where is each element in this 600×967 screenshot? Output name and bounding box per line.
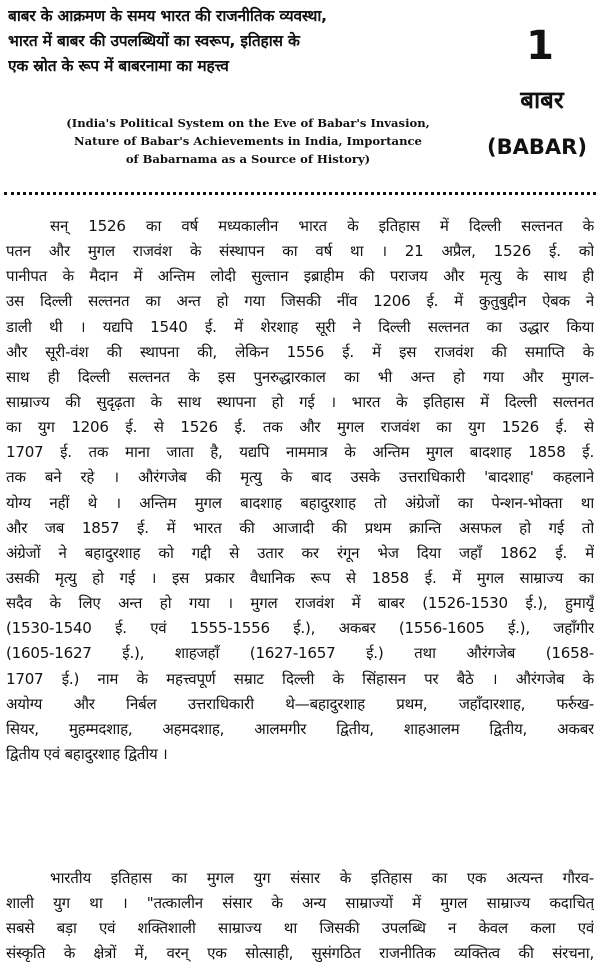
chapter-title-hindi: बाबर [520,86,564,114]
heading-hindi-line: बाबर के आक्रमण के समय भारत की राजनीतिक व्यवस्था, [8,7,327,25]
text-line: सियर, मुहम्मदशाह, अहमदशाह, आलमगीर द्वितीय, शाहआलम द्वितीय, अकबर [6,719,594,738]
paragraph-1 [6,214,594,767]
text-line: साम्राज्य की सुदृढ़ता के साथ स्थापना हो गई । भारत के इतिहास में दिल्ली सल्तनत [6,392,594,411]
text-line: अयोग्य और निर्बल उत्तराधिकारी थे—बहादुरशाह प्रथम, जहाँदारशाह, फर्रुख- [6,694,594,713]
text-line: उसकी मृत्यु हो गई । इस प्रकार वैधानिक रूप से 1858 ई. में मुगल साम्राज्य का [6,568,594,587]
text-line: और जब 1857 ई. में भारत की आजादी की प्रथम क्रान्ति असफल हो गई तो [6,518,594,537]
text-line: और सूरी-वंश की स्थापना की, लेकिन 1556 ई. में इस राजवंश की समाप्ति के [6,342,594,361]
text-line: योग्य नहीं थे । अन्तिम मुगल बादशाह बहादुरशाह तो अंग्रेजों का पेन्शन-भोक्ता था [6,493,594,512]
text-line: साथ ही दिल्ली सल्तनत के इस पुनरुद्धारकाल का भी अन्त हो गया और मुगल- [6,367,594,386]
text-line: सदैव के लिए अन्त हो गया । मुगल राजवंश में बाबर (1526-1530 ई.), हुमायूँ [6,594,594,613]
chapter-number: 1 [526,23,554,69]
heading-english-line: of Babarnama as a Source of History) [125,152,371,166]
text-line: का युग 1206 ई. से 1526 ई. तक और मुगल राजवंश का युग 1526 ई. से [6,418,594,437]
text-line: अंग्रेजों ने बहादुरशाह को गद्दी से उतार कर रंगून भेज दिया जहाँ 1862 ई. में [6,543,594,562]
text-line: द्वितीय एवं बहादुरशाह द्वितीय । [6,744,168,763]
chapter-heading-hindi [8,4,486,79]
heading-hindi-line: एक स्रोत के रूप में बाबरनामा का महत्त्व [8,57,229,75]
heading-english-line: Nature of Babar's Achievements in India, Importance [74,134,422,148]
text-line: 1707 ई. तक माना जाता है, यद्यपि नाममात्र के अन्तिम मुगल बादशाह 1858 ई. [6,443,594,462]
chapter-title-english: (BABAR) [487,135,587,159]
text-line: सबसे बड़ा एवं शक्तिशाली साम्राज्य था जिसकी उपलब्धि न केवल कला एवं [6,919,594,938]
chapter-heading-english [12,114,484,168]
paragraph-2 [6,866,594,967]
text-line: पानीपत के मैदान में अन्तिम लोदी सुल्तान इब्राहीम की पराजय और मृत्यु के साथ ही [6,267,594,286]
heading-english-line: (India's Political System on the Eve of Babar's Invasion, [66,116,430,130]
text-line: डाली थी । यद्यपि 1540 ई. में शेरशाह सूरी ने दिल्ली सल्तनत का उद्धार किया [6,317,594,336]
text-line: (1605-1627 ई.), शाहजहाँ (1627-1657 ई.) तथा औरंगजेब (1658- [6,644,594,663]
text-line: शाली युग था । "तत्कालीन संसार के अन्य साम्राज्यों में मुगल साम्राज्य कदाचित् [6,894,594,913]
text-line: भारतीय इतिहास का मुगल युग संसार के इतिहास का एक अत्यन्त गौरव- [50,869,594,887]
text-line: तक बने रहे । औरंगजेब की मृत्यु के बाद उसके उत्तराधिकारी 'बादशाह' कहलाने [6,468,594,487]
dotted-divider [4,192,596,195]
text-line: उस दिल्ली सल्तनत का अन्त हो गया जिसकी नींव 1206 ई. में कुतुबुद्दीन ऐबक ने [6,292,594,311]
text-line: (1530-1540 ई. एवं 1555-1556 ई.), अकबर (1556-1605 ई.), जहाँगीर [6,619,594,638]
heading-hindi-line: भारत में बाबर की उपलब्धियों का स्वरूप, इतिहास के [8,32,300,50]
text-line: संस्कृति के क्षेत्रों में, वरन् एक सोत्साही, सुसंगठित राजनीतिक व्यक्तित्व की संरचना, [6,944,594,963]
text-line: पतन और मुगल राजवंश के संस्थापन का वर्ष था । 21 अप्रैल, 1526 ई. को [6,242,594,261]
text-line: सन् 1526 का वर्ष मध्यकालीन भारत के इतिहास में दिल्ली सल्तनत के [50,217,594,235]
text-line: 1707 ई.) नाम के महत्त्वपूर्ण सम्राट दिल्ली के सिंहासन पर बैठे । औरंगजेब के [6,669,594,688]
